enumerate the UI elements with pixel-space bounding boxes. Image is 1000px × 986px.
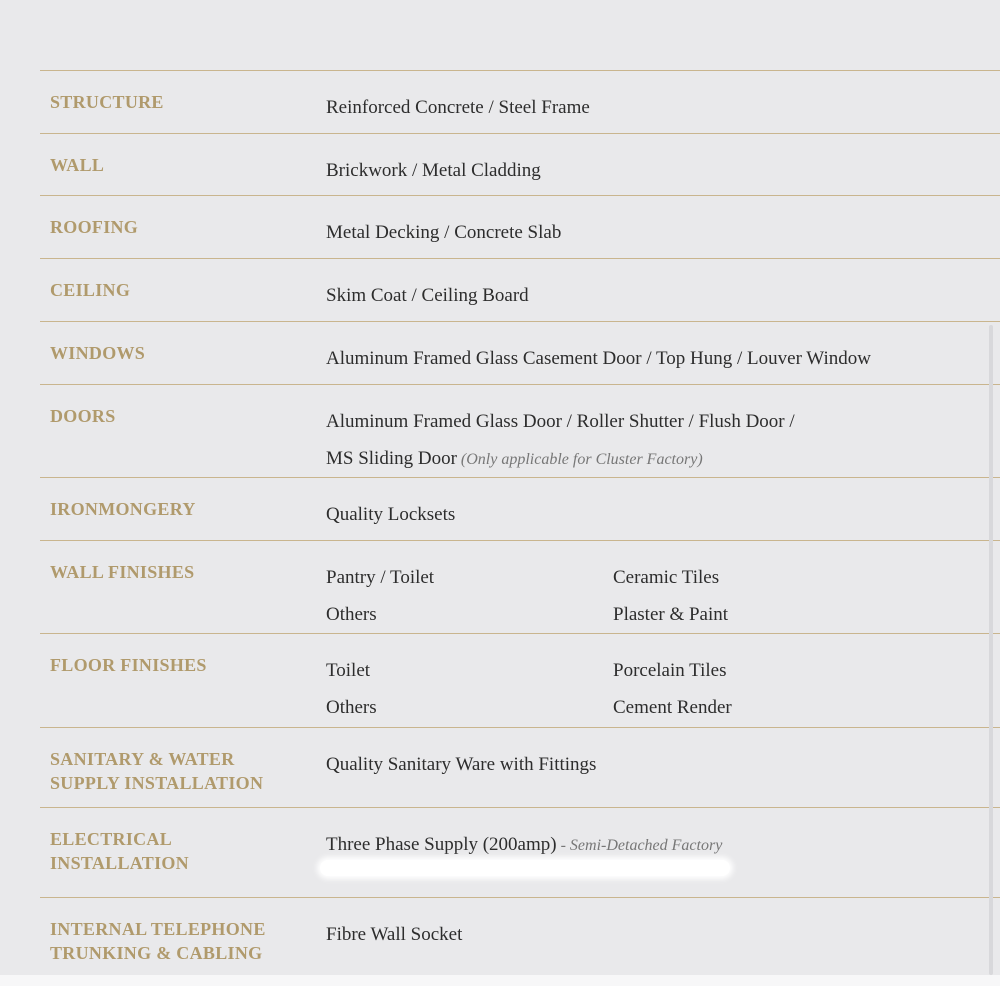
spec-value: Quality Locksets <box>326 504 456 525</box>
redacted-text <box>320 860 730 876</box>
spec-label <box>50 917 310 965</box>
spec-row-sanitary <box>40 727 1000 808</box>
spec-row-floor-finishes <box>40 633 1000 728</box>
spec-value: Skim Coat / Ceiling Board <box>326 285 529 306</box>
spec-row-roofing <box>40 195 1000 259</box>
finish-material: Porcelain Tiles <box>613 660 727 681</box>
label-line: TRUNKING & CABLING <box>50 943 263 963</box>
finish-area: Others <box>326 604 377 625</box>
finish-material: Ceramic Tiles <box>613 567 720 588</box>
spec-label: IRONMONGERY <box>50 499 196 519</box>
spec-row-electrical <box>40 807 1000 898</box>
spec-value: Fibre Wall Socket <box>326 924 463 945</box>
doors-line-1: Aluminum Framed Glass Door / Roller Shutter / Flush Door / <box>326 411 795 432</box>
spec-label: DOORS <box>50 406 116 426</box>
spec-value: Aluminum Framed Glass Casement Door / Top Hung / Louver Window <box>326 348 871 369</box>
spec-row-wall <box>40 133 1000 196</box>
spec-label: WALL FINISHES <box>50 562 195 582</box>
spec-label <box>50 827 310 875</box>
spec-row-windows <box>40 321 1000 385</box>
scrollbar[interactable] <box>989 325 993 975</box>
spec-value <box>326 826 722 864</box>
label-line: SANITARY & WATER <box>50 749 235 769</box>
finish-materials <box>613 652 732 726</box>
spec-label: FLOOR FINISHES <box>50 655 207 675</box>
label-line: SUPPLY INSTALLATION <box>50 773 264 793</box>
spec-label <box>50 747 310 795</box>
spec-label: WALL <box>50 155 105 175</box>
finish-areas <box>326 559 434 633</box>
finish-material: Cement Render <box>613 697 732 718</box>
spec-row-wall-finishes <box>40 540 1000 634</box>
spec-row-structure <box>40 70 1000 134</box>
spec-value: Reinforced Concrete / Steel Frame <box>326 97 590 118</box>
spec-label: CEILING <box>50 280 131 300</box>
spec-label: STRUCTURE <box>50 92 164 112</box>
label-line: INTERNAL TELEPHONE <box>50 919 266 939</box>
electrical-note: - Semi-Detached Factory <box>560 837 723 854</box>
spec-label: WINDOWS <box>50 343 146 363</box>
finish-areas <box>326 652 377 726</box>
finish-materials <box>613 559 728 633</box>
finish-area: Pantry / Toilet <box>326 567 435 588</box>
doors-line-2-text: MS Sliding Door <box>326 448 457 469</box>
label-line: ELECTRICAL <box>50 829 173 849</box>
spec-label: ROOFING <box>50 217 139 237</box>
electrical-value: Three Phase Supply (200amp) <box>326 834 557 855</box>
spec-value: Quality Sanitary Ware with Fittings <box>326 754 597 775</box>
spec-value: Brickwork / Metal Cladding <box>326 160 541 181</box>
spec-value <box>326 403 795 478</box>
finish-material: Plaster & Paint <box>613 604 729 625</box>
spec-value: Metal Decking / Concrete Slab <box>326 222 562 243</box>
label-line: INSTALLATION <box>50 853 189 873</box>
spec-row-ironmongery <box>40 477 1000 541</box>
finish-area: Others <box>326 697 377 718</box>
finish-area: Toilet <box>326 660 371 681</box>
doors-note: (Only applicable for Cluster Factory) <box>460 451 703 468</box>
doors-line-2 <box>326 440 795 478</box>
bottom-strip <box>0 975 1000 986</box>
spec-row-telephone <box>40 897 1000 976</box>
spec-row-doors <box>40 384 1000 478</box>
spec-row-ceiling <box>40 258 1000 322</box>
